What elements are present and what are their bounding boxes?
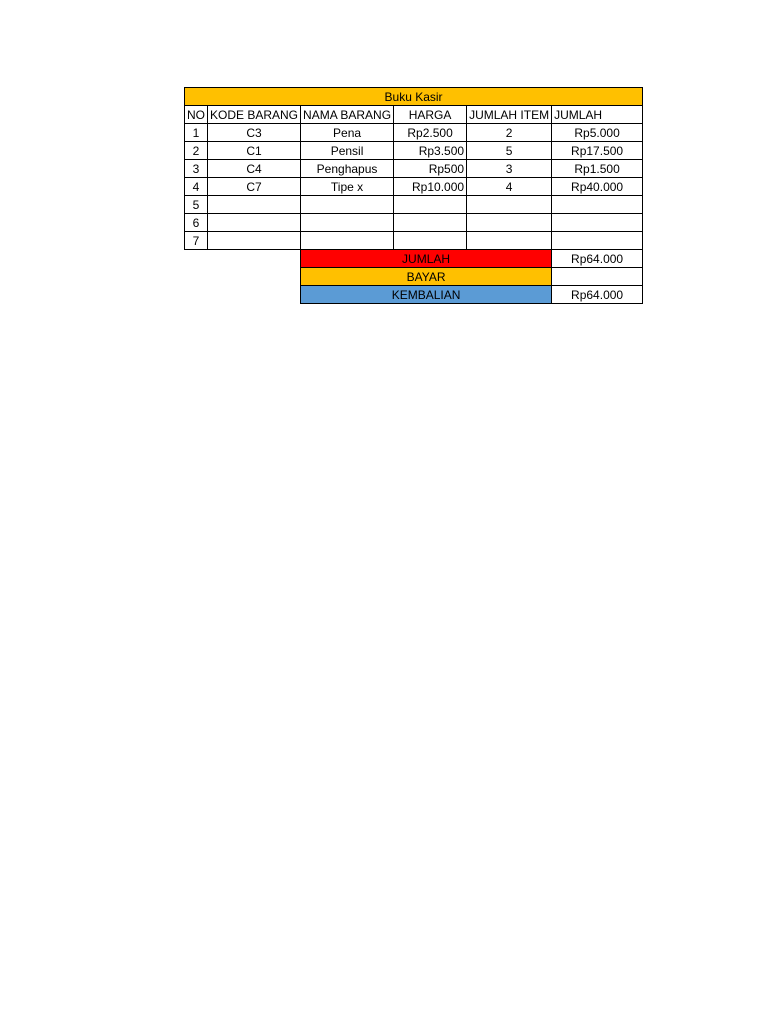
cell-harga[interactable]: Rp500 xyxy=(394,160,467,178)
cell-kode[interactable] xyxy=(208,196,301,214)
cell-item[interactable] xyxy=(467,232,552,250)
cell-harga[interactable] xyxy=(394,196,467,214)
cell-kode[interactable]: C7 xyxy=(208,178,301,196)
cell-nama[interactable] xyxy=(301,196,394,214)
cell-no[interactable]: 3 xyxy=(185,160,208,178)
cell-harga[interactable] xyxy=(394,214,467,232)
cell-item[interactable]: 2 xyxy=(467,124,552,142)
spreadsheet xyxy=(184,87,643,304)
summary-value-kembalian[interactable]: Rp64.000 xyxy=(552,286,643,304)
cell-kode[interactable]: C3 xyxy=(208,124,301,142)
cell-item[interactable]: 5 xyxy=(467,142,552,160)
summary-row-jumlah xyxy=(185,250,643,268)
header-harga[interactable]: HARGA xyxy=(394,106,467,124)
empty-cell xyxy=(185,250,301,268)
cell-harga[interactable]: Rp10.000 xyxy=(394,178,467,196)
header-jumlah-item[interactable]: JUMLAH ITEM xyxy=(467,106,552,124)
cell-no[interactable]: 6 xyxy=(185,214,208,232)
cell-jumlah[interactable] xyxy=(552,196,643,214)
title-row xyxy=(185,88,643,106)
cell-item[interactable] xyxy=(467,196,552,214)
cell-jumlah[interactable] xyxy=(552,232,643,250)
cell-jumlah[interactable]: Rp5.000 xyxy=(552,124,643,142)
table-row xyxy=(185,232,643,250)
cell-jumlah[interactable]: Rp40.000 xyxy=(552,178,643,196)
cell-no[interactable]: 2 xyxy=(185,142,208,160)
table-row xyxy=(185,214,643,232)
cell-jumlah[interactable]: Rp17.500 xyxy=(552,142,643,160)
cell-nama[interactable] xyxy=(301,214,394,232)
header-kode-barang[interactable]: KODE BARANG xyxy=(208,106,301,124)
header-row xyxy=(185,106,643,124)
header-jumlah[interactable]: JUMLAH xyxy=(552,106,643,124)
cell-no[interactable]: 5 xyxy=(185,196,208,214)
table-row xyxy=(185,124,643,142)
summary-label-jumlah[interactable]: JUMLAH xyxy=(301,250,552,268)
cell-nama[interactable]: Tipe x xyxy=(301,178,394,196)
cell-kode[interactable] xyxy=(208,214,301,232)
cell-no[interactable]: 4 xyxy=(185,178,208,196)
cell-item[interactable]: 4 xyxy=(467,178,552,196)
cell-nama[interactable]: Pensil xyxy=(301,142,394,160)
summary-value-jumlah[interactable]: Rp64.000 xyxy=(552,250,643,268)
cell-nama[interactable] xyxy=(301,232,394,250)
cell-no[interactable]: 1 xyxy=(185,124,208,142)
table-title[interactable]: Buku Kasir xyxy=(185,88,643,106)
table-row xyxy=(185,196,643,214)
empty-cell xyxy=(185,286,301,304)
cell-kode[interactable]: C1 xyxy=(208,142,301,160)
cell-jumlah[interactable]: Rp1.500 xyxy=(552,160,643,178)
cell-item[interactable]: 3 xyxy=(467,160,552,178)
cell-harga[interactable] xyxy=(394,232,467,250)
cell-harga[interactable]: Rp2.500 xyxy=(394,124,467,142)
summary-label-kembalian[interactable]: KEMBALIAN xyxy=(301,286,552,304)
empty-cell xyxy=(185,268,301,286)
table-row xyxy=(185,142,643,160)
summary-row-bayar xyxy=(185,268,643,286)
header-no[interactable]: NO xyxy=(185,106,208,124)
cell-kode[interactable]: C4 xyxy=(208,160,301,178)
table-row xyxy=(185,178,643,196)
cell-harga[interactable]: Rp3.500 xyxy=(394,142,467,160)
cell-nama[interactable]: Penghapus xyxy=(301,160,394,178)
cell-no[interactable]: 7 xyxy=(185,232,208,250)
summary-row-kembalian xyxy=(185,286,643,304)
cell-jumlah[interactable] xyxy=(552,214,643,232)
cell-item[interactable] xyxy=(467,214,552,232)
cashier-table xyxy=(184,87,643,304)
summary-value-bayar[interactable] xyxy=(552,268,643,286)
header-nama-barang[interactable]: NAMA BARANG xyxy=(301,106,394,124)
summary-label-bayar[interactable]: BAYAR xyxy=(301,268,552,286)
cell-nama[interactable]: Pena xyxy=(301,124,394,142)
table-row xyxy=(185,160,643,178)
cell-kode[interactable] xyxy=(208,232,301,250)
